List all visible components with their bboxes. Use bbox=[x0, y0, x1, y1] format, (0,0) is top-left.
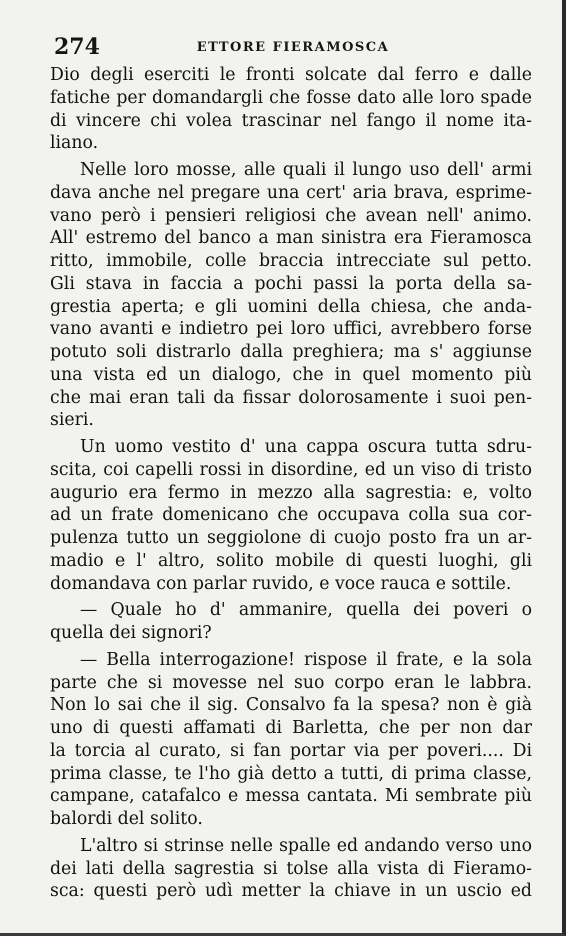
page-number: 274 bbox=[54, 34, 100, 60]
text-line: grestia aperta; e gli uomini della chiesa, che anda- bbox=[50, 296, 532, 317]
text-line: Gli stava in faccia a pochi passi la porta della sa- bbox=[50, 273, 532, 294]
text-line: potuto soli distrarlo dalla preghiera; ma s' aggiunse bbox=[50, 342, 532, 362]
text-line: dava anche nel pregare una cert' aria brava, esprime- bbox=[50, 182, 532, 203]
text-line: ad un frate domenicano che occupava colla sua cor- bbox=[50, 505, 532, 526]
text-line: vano avanti e indietro pei loro uffici, avrebbero forse bbox=[50, 319, 532, 340]
text-line: prima classe, te l'ho già detto a tutti, di prima classe, bbox=[50, 763, 532, 784]
text-line: augurio era fermo in mezzo alla sagrestia: e, volto bbox=[50, 482, 532, 503]
text-line: — Bella interrogazione! rispose il frate, e la sola bbox=[80, 649, 532, 670]
text-line: uno di questi affamati di Barletta, che per non dar bbox=[50, 718, 532, 738]
text-line: sieri. bbox=[50, 410, 94, 431]
text-line: fatiche per domandargli che fosse dato alle loro spade bbox=[50, 87, 532, 108]
text-line: sca: questi però udì metter la chiave in un uscio ed bbox=[50, 881, 532, 902]
running-title: ETTORE FIERAMOSCA bbox=[196, 40, 390, 55]
text-line: campane, catafalco e messa cantata. Mi sembrate più bbox=[50, 786, 532, 807]
text-line: parte che si movesse nel suo corpo eran le labbra. bbox=[50, 672, 532, 693]
text-line: vano però i pensieri religiosi che avean nell' animo. bbox=[50, 205, 532, 226]
text-line: liano. bbox=[50, 133, 99, 154]
text-line: la torcia al curato, si fan portar via per poveri.... Di bbox=[50, 740, 532, 761]
text-line: una vista ed un dialogo, che in quel momento più bbox=[50, 364, 532, 385]
text-line: di vincere chi volea trascinar nel fango il nome ita- bbox=[50, 110, 532, 131]
text-line: domandava con parlar ruvido, e voce rauca e sottile. bbox=[50, 573, 512, 594]
text-line: pulenza tutto un seggiolone di cuojo posto fra un ar- bbox=[50, 528, 532, 548]
text-line: quella dei signori? bbox=[50, 623, 212, 643]
text-line: ritto, immobile, colle braccia intrecciate sul petto. bbox=[50, 251, 532, 271]
text-line: L'altro si strinse nelle spalle ed andando verso uno bbox=[80, 835, 532, 856]
text-line: dei lati della sagrestia si tolse alla vista di Fieramo- bbox=[50, 858, 532, 879]
page-header bbox=[54, 34, 532, 64]
body-text bbox=[50, 64, 532, 903]
text-line: madio e l' altro, solito mobile di questi luoghi, gli bbox=[50, 550, 532, 571]
text-line: Un uomo vestito d' una cappa oscura tutta sdru- bbox=[80, 437, 532, 457]
text-line: balordi del solito. bbox=[50, 809, 203, 829]
text-line: Dio degli eserciti le fronti solcate dal ferro e dalle bbox=[50, 65, 532, 85]
text-line: che mai eran tali da fissar dolorosamente i suoi pen- bbox=[50, 387, 532, 408]
text-line: scita, coi capelli rossi in disordine, ed un viso di tristo bbox=[50, 459, 532, 480]
text-line: — Quale ho d' ammanire, quella dei poveri o bbox=[80, 600, 532, 621]
text-line: All' estremo del banco a man sinistra era Fieramosca bbox=[50, 228, 532, 249]
text-line: Nelle loro mosse, alle quali il lungo uso dell' armi bbox=[80, 160, 532, 180]
text-line: Non lo sai che il sig. Consalvo fa la spesa? non è già bbox=[50, 695, 532, 716]
